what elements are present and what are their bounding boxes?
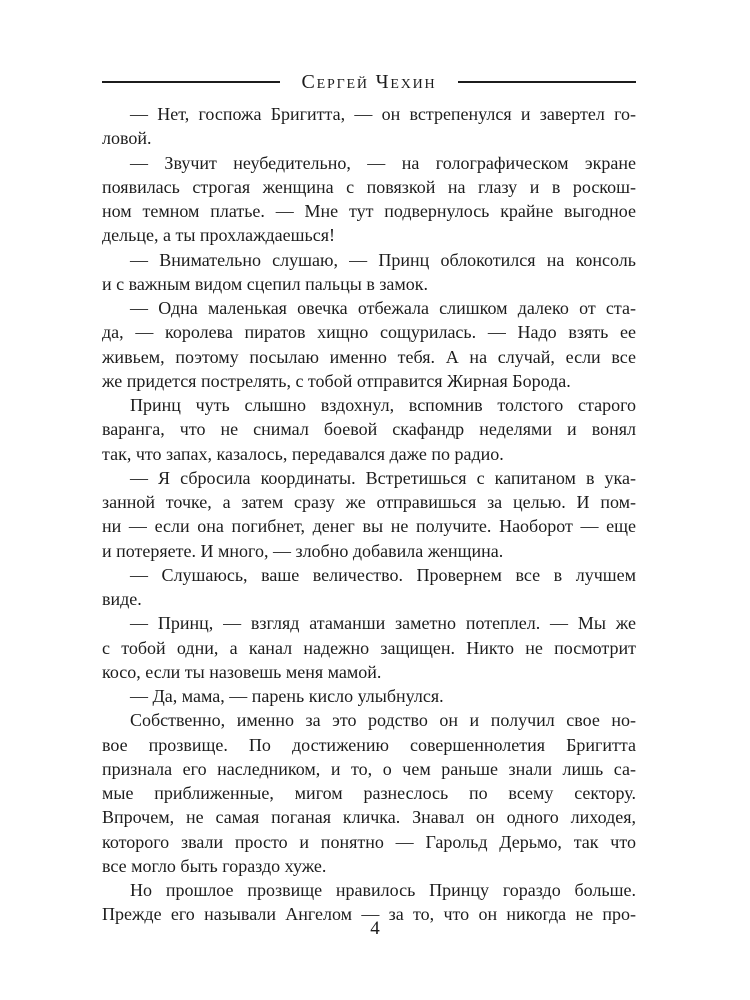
text-line: все могло быть гораздо хуже. bbox=[102, 855, 327, 876]
text-line: ни — если она погибнет, денег вы не получите. Наоборот — еще bbox=[102, 516, 636, 537]
text-line: — Одна маленькая овечка отбежала слишком далеко от ста- bbox=[130, 298, 636, 318]
text-line: виде. bbox=[102, 589, 142, 609]
text-line: — Слушаюсь, ваше величество. Провернем все в лучшем bbox=[130, 564, 636, 585]
header-rule-right bbox=[458, 81, 636, 83]
page-number: 4 bbox=[370, 918, 380, 939]
text-line: — Нет, госпожа Бригитта, — он встрепенулся и завертел го- bbox=[130, 104, 636, 124]
text-line: и с важным видом сцепил пальцы в замок. bbox=[102, 273, 429, 294]
header-author: Сергей Чехин bbox=[301, 70, 437, 93]
text-line: — Да, мама, — парень кисло улыбнулся. bbox=[130, 686, 444, 706]
text-line: да, — королева пиратов хищно сощурилась. — Надо взять ее bbox=[102, 322, 636, 343]
body-text bbox=[102, 102, 636, 927]
text-line: так, что запах, казалось, передавался даже по радио. bbox=[102, 443, 504, 464]
text-line: Принц чуть слышно вздохнул, вспомнив толстого старого bbox=[130, 395, 636, 415]
text-line: Собственно, именно за это родство он и получил свое но- bbox=[130, 710, 636, 731]
text-line: и потеряете. И много, — злобно добавила женщина. bbox=[102, 540, 504, 561]
text-line: Впрочем, не самая поганая кличка. Знавал он одного лиходея, bbox=[102, 807, 636, 828]
text-line: появилась строгая женщина с повязкой на глазу и в роскош- bbox=[102, 176, 636, 197]
text-line: дельце, а ты прохлаждаешься! bbox=[102, 225, 335, 246]
text-line: — Внимательно слушаю, — Принц облокотился на консоль bbox=[130, 249, 636, 270]
running-header bbox=[102, 66, 636, 98]
text-line: же придется пострелять, с тобой отправится Жирная Борода. bbox=[102, 370, 571, 391]
text-line: мые приближенные, мигом разнеслось по всему сектору. bbox=[102, 783, 636, 803]
header-rule-left bbox=[102, 81, 280, 83]
text-line: которого звали просто и понятно — Гарольд Дерьмо, так что bbox=[102, 831, 636, 852]
text-line: занной точке, а затем сразу же отправишься за целью. И пом- bbox=[102, 492, 636, 512]
text-line: — Звучит неубедительно, — на голографическом экране bbox=[130, 152, 636, 173]
text-line: вое прозвище. По достижению совершеннолетия Бригитта bbox=[102, 734, 636, 755]
text-line: ловой. bbox=[102, 128, 152, 149]
text-line: живьем, поэтому посылаю именно тебя. А на случай, если все bbox=[102, 346, 636, 367]
text-line: — Я сбросила координаты. Встретишься с капитаном в ука- bbox=[130, 467, 636, 488]
text-line: варанга, что не снимал боевой скафандр неделями и вонял bbox=[102, 419, 636, 440]
text-line: признала его наследником, и то, о чем раньше знали лишь са- bbox=[102, 758, 636, 779]
text-line: Но прошлое прозвище нравилось Принцу гораздо больше. bbox=[130, 880, 636, 900]
text-line: с тобой одни, а канал надежно защищен. Никто не посмотрит bbox=[102, 637, 636, 658]
text-line: ном темном платье. — Мне тут подвернулось крайне выгодное bbox=[102, 201, 636, 221]
text-line: — Принц, — взгляд атаманши заметно потеплел. — Мы же bbox=[130, 613, 636, 634]
text-line: косо, если ты назовешь меня мамой. bbox=[102, 661, 382, 682]
text-line: Прежде его называли Ангелом — за то, что он никогда не про- bbox=[102, 904, 636, 925]
